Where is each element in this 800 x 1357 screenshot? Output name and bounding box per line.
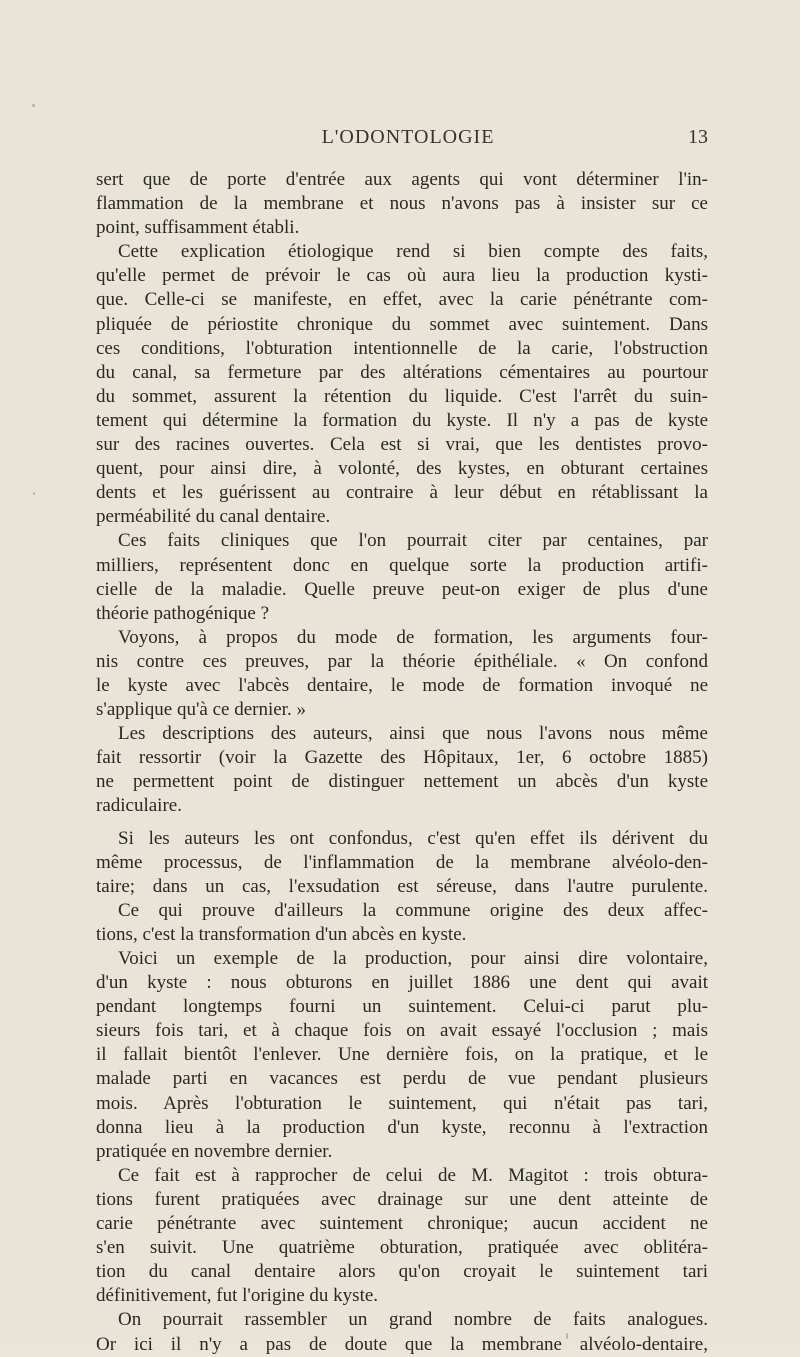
text-line: perméabilité du canal dentaire. — [96, 506, 331, 528]
text-line: tion du canal dentaire alors qu'on croyait le suintement tari — [96, 1261, 708, 1283]
text-line: flammation de la membrane et nous n'avons pas à insister sur ce — [96, 193, 708, 215]
text-line: milliers, représentent donc en quelque sorte la production artifi- — [96, 554, 708, 576]
text-line: tions furent pratiquées avec drainage sur une dent atteinte de — [96, 1188, 708, 1210]
text-line: le kyste avec l'abcès dentaire, le mode de formation invoqué ne — [96, 674, 708, 696]
text-line: qu'elle permet de prévoir le cas où aura lieu la production kysti- — [96, 265, 708, 287]
text-line: d'un kyste : nous obturons en juillet 1886 une dent qui avait — [96, 972, 708, 994]
text-line: définitivement, fut l'origine du kyste. — [96, 1285, 379, 1307]
text-line: du canal, sa fermeture par des altérations cémentaires au pourtour — [96, 361, 708, 383]
text-line: point, suffisamment établi. — [96, 217, 300, 239]
text-line: Voici un exemple de la production, pour ainsi dire volontaire, — [118, 948, 708, 969]
text-line: sur des racines ouvertes. Cela est si vrai, que les dentistes provo- — [96, 434, 708, 456]
text-line: pratiquée en novembre dernier. — [96, 1140, 333, 1162]
text-line: ne permettent point de distinguer nettement un abcès d'un kyste — [96, 771, 708, 793]
text-line: quent, pour ainsi dire, à volonté, des kystes, en obturant certaines — [96, 458, 708, 480]
body-text — [96, 168, 708, 1357]
text-line: taire; dans un cas, l'exsudation est séreuse, dans l'autre purulente. — [96, 875, 708, 897]
text-line: ces conditions, l'obturation intentionnelle de la carie, l'obstruction — [96, 337, 708, 359]
text-line: mois. Après l'obturation le suintement, qui n'était pas tari, — [96, 1092, 708, 1114]
text-line: Voyons, à propos du mode de formation, les arguments four- — [118, 626, 708, 648]
text-line: sert que de porte d'entrée aux agents qui vont déterminer l'in- — [96, 169, 708, 190]
text-line: que. Celle-ci se manifeste, en effet, avec la carie pénétrante com- — [96, 289, 708, 311]
text-line: tement qui détermine la formation du kyste. Il n'y a pas de kyste — [96, 409, 708, 431]
text-line: s'en suivit. Une quatrième obturation, pratiquée avec oblitéra- — [96, 1237, 708, 1259]
text-line: du sommet, assurent la rétention du liquide. C'est l'arrêt du suin- — [96, 385, 708, 407]
text-line: sieurs fois tari, et à chaque fois on avait essayé l'occlusion ; mais — [96, 1020, 708, 1042]
text-line: pliquée de périostite chronique du sommet avec suintement. Dans — [96, 313, 708, 335]
text-line: s'applique qu'à ce dernier. » — [96, 699, 306, 721]
text-line: cielle de la maladie. Quelle preuve peut-on exiger de plus d'une — [96, 578, 708, 600]
text-line: Si les auteurs les ont confondus, c'est qu'en effet ils dérivent du — [118, 827, 708, 849]
text-line: malade parti en vacances est perdu de vue pendant plusieurs — [96, 1068, 708, 1090]
text-line: il fallait bientôt l'enlever. Une dernière fois, on la pratique, et le — [96, 1044, 708, 1066]
text-line: carie pénétrante avec suintement chronique; aucun accident ne — [96, 1213, 708, 1235]
paper-speck — [33, 492, 35, 495]
text-line: nis contre ces preuves, par la théorie épithéliale. « On confond — [96, 650, 708, 672]
text-line: donna lieu à la production d'un kyste, reconnu à l'extraction — [96, 1116, 708, 1138]
text-line: Ce fait est à rapprocher de celui de M. Magitot : trois obtura- — [118, 1164, 708, 1186]
text-line: fait ressortir (voir la Gazette des Hôpitaux, 1er, 6 octobre 1885) — [96, 747, 708, 769]
text-line: On pourrait rassembler un grand nombre de faits analogues. — [118, 1309, 708, 1331]
text-line: Cette explication étiologique rend si bien compte des faits, — [118, 241, 708, 263]
text-line: théorie pathogénique ? — [96, 602, 270, 624]
page-number: 13 — [688, 126, 708, 148]
text-line: dents et les guérissent au contraire à leur début en rétablissant la — [96, 482, 708, 504]
text-line: même processus, de l'inflammation de la membrane alvéolo-den- — [96, 851, 708, 873]
text-line: tions, c'est la transformation d'un abcès en kyste. — [96, 923, 467, 945]
page-header — [108, 126, 708, 156]
paper-speck — [32, 104, 35, 107]
text-line: radiculaire. — [96, 795, 182, 817]
running-title: L'ODONTOLOGIE — [321, 126, 495, 148]
text-line: Ce qui prouve d'ailleurs la commune origine des deux affec- — [118, 899, 708, 921]
text-line: Les descriptions des auteurs, ainsi que nous l'avons nous même — [118, 723, 708, 745]
text-line: Ces faits cliniques que l'on pourrait citer par centaines, par — [118, 530, 708, 552]
text-line: pendant longtemps fourni un suintement. Celui-ci parut plu- — [96, 996, 708, 1018]
text-line: Or ici il n'y a pas de doute que la membrane alvéolo-dentaire, — [96, 1333, 708, 1355]
